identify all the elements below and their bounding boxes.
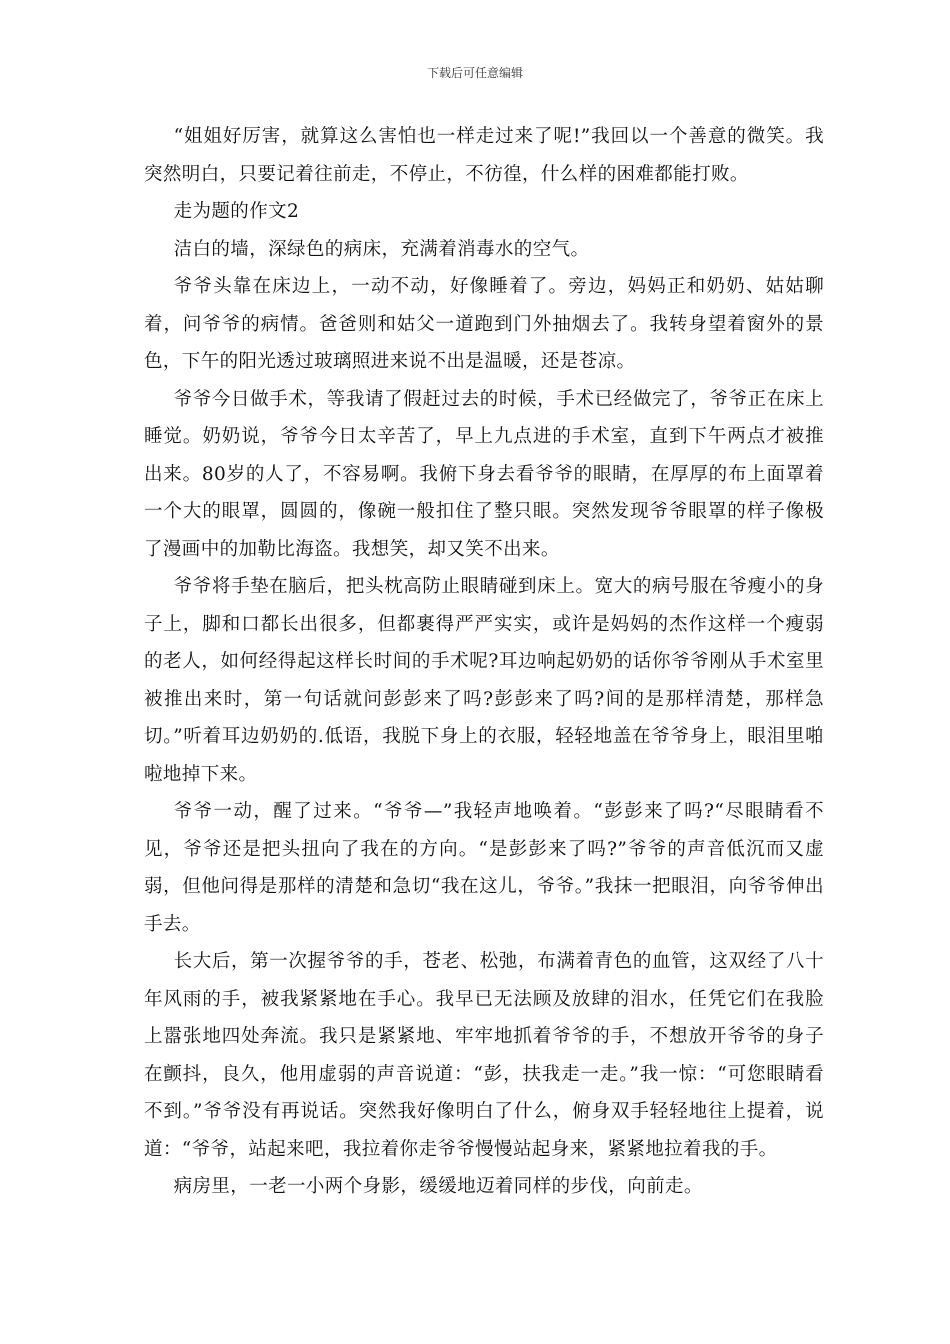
document-body	[144, 118, 824, 1206]
section-title: 走为题的作文2	[173, 201, 300, 222]
page-header: 下载后可任意编辑	[426, 66, 523, 80]
paragraph: 长大后，第一次握爷爷的手，苍老、松弛，布满着青色的血管，这双经了八十年风雨的手，被我紧紧地在手心。我早已无法顾及放肆的泪水，任凭它们在我脸上嚣张地四处奔流。我只是紧紧地、牢牢地抓着爷爷的手，不想放开爷爷的身子在颤抖，良久，他用虚弱的声音说道：“彭，扶我走一走。”我一惊：“可您眼睛看不到。”爷爷没有再说话。突然我好像明白了什么，俯身双手轻轻地往上提着，说道：“爷爷，站起来吧，我拉着你走爷爷慢慢站起身来，紧紧地拉着我的手。	[144, 951, 824, 1160]
paragraph: 洁白的墙，深绿色的病床，充满着消毒水的空气。	[173, 238, 590, 260]
paragraph: 爷爷一动，醒了过来。“爷爷—”我轻声地唤着。“彭彭来了吗?“尽眼睛看不见，爷爷还是把头扭向了我在的方向。“是彭彭来了吗?”爷爷的声音低沉而又虚弱，但他问得是那样的清楚和急切“我在这儿，爷爷。”我抹一把眼泪，向爷爷伸出手去。	[144, 801, 824, 935]
paragraph: 病房里，一老一小两个身影，缓缓地迈着同样的步伐，向前走。	[173, 1176, 703, 1197]
paragraph: “姐姐好厉害，就算这么害怕也一样走过来了呢!”我回以一个善意的微笑。我突然明白，只要记着往前走，不停止，不彷徨，什么样的困难都能打败。	[144, 126, 824, 185]
paragraph: 爷爷头靠在床边上，一动不动，好像睡着了。旁边，妈妈正和奶奶、姑姑聊着，问爷爷的病情。爸爸则和姑父一道跑到门外抽烟去了。我转身望着窗外的景色，下午的阳光透过玻璃照进来说不出是温暖，还是苍凉。	[144, 276, 824, 372]
paragraph: 爷爷将手垫在脑后，把头枕高防止眼睛碰到床上。宽大的病号服在爷瘦小的身子上，脚和口都长出很多，但都裹得严严实实，或许是妈妈的杰作这样一个瘦弱的老人，如何经得起这样长时间的手术呢?耳边响起奶奶的话你爷爷刚从手术室里被推出来时，第一句话就问彭彭来了吗?彭彭来了吗?间的是那样清楚，那样急切。”听着耳边奶奶的.低语，我脱下身上的衣服，轻轻地盖在爷爷身上，眼泪里啪啦地掉下来。	[144, 576, 824, 785]
paragraph: 爷爷今日做手术，等我请了假赶过去的时候，手术已经做完了，爷爷正在床上睡觉。奶奶说，爷爷今日太辛苦了，早上九点进的手术室，直到下午两点才被推出来。80岁的人了，不容易啊。我俯下身去看爷爷的眼睛，在厚厚的布上面罩着一个大的眼罩，圆圆的，像碗一般扣住了整只眼。突然发现爷爷眼罩的样子像极了漫画中的加勒比海盗。我想笑，却又笑不出来。	[144, 388, 824, 560]
